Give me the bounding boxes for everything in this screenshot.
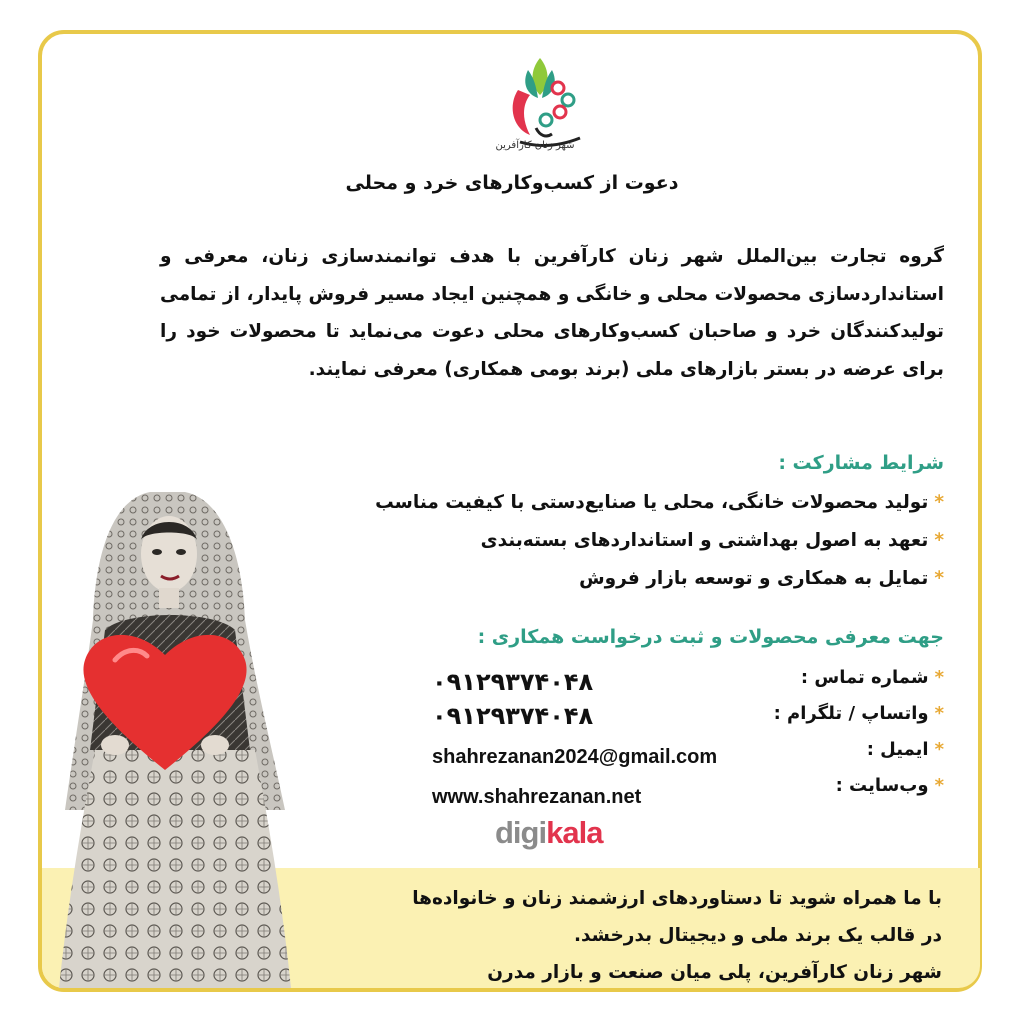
- star-icon: *: [934, 775, 944, 796]
- list-item: *تمایل به همکاری و توسعه بازار فروش: [579, 568, 944, 589]
- conditions-heading: شرایط مشارکت :: [778, 452, 944, 474]
- list-item: *تعهد به اصول بهداشتی و استانداردهای بسته‌بندی: [480, 530, 944, 551]
- footer-line: شهر زنان کارآفرین، پلی میان صنعت و بازار مدرن: [487, 962, 942, 983]
- email-link[interactable]: shahrezanan2024@gmail.com: [432, 746, 718, 768]
- star-icon: *: [934, 530, 944, 551]
- phone-label: *شماره تماس :: [800, 667, 944, 688]
- star-icon: *: [934, 568, 944, 589]
- email-label: *ایمیل :: [866, 739, 944, 760]
- messenger-label: *واتساپ / تلگرام :: [773, 703, 944, 724]
- star-icon: *: [934, 667, 944, 688]
- contact-heading: جهت معرفی محصولات و ثبت درخواست همکاری :: [477, 626, 944, 648]
- star-icon: *: [934, 703, 944, 724]
- website-label: *وب‌سایت :: [835, 775, 944, 796]
- star-icon: *: [934, 492, 944, 513]
- phone-number[interactable]: ۰۹۱۲۹۳۷۴۰۴۸: [432, 668, 594, 696]
- page-title: دعوت از کسب‌وکارهای خرد و محلی: [345, 172, 679, 194]
- contact-labels: [774, 660, 944, 804]
- website-link[interactable]: www.shahrezanan.net: [432, 786, 642, 808]
- intro-paragraph: گروه تجارت بین‌الملل شهر زنان کارآفرین با هدف توانمندسازی زنان، معرفی و استانداردسازی محصولات محلی و خانگی و همچنین ایجاد مسیر فروش پایدار، از تمامی تولیدکنندگان خرد و صاحبان کسب‌وکارهای محلی دعوت می‌نماید تا محصولات خود را برای عرضه در بستر بازارهای ملی (برند بومی همکاری) معرفی نمایند.: [160, 246, 944, 380]
- messenger-number[interactable]: ۰۹۱۲۹۳۷۴۰۴۸: [432, 702, 594, 730]
- list-item: *تولید محصولات خانگی، محلی یا صنایع‌دستی با کیفیت مناسب: [375, 492, 944, 513]
- digikala-logo: digikala: [495, 815, 603, 850]
- footer-text: [412, 880, 942, 991]
- woman-with-heart-illustration: [55, 480, 295, 988]
- star-icon: *: [934, 739, 944, 760]
- conditions-list: [375, 484, 944, 598]
- logo-subtitle: شهر زنان کارآفرین: [495, 140, 575, 151]
- footer-line: در قالب یک برند ملی و دیجیتال بدرخشد.: [573, 925, 942, 946]
- footer-line: با ما همراه شوید تا دستاوردهای ارزشمند زنان و خانواده‌ها: [412, 888, 942, 909]
